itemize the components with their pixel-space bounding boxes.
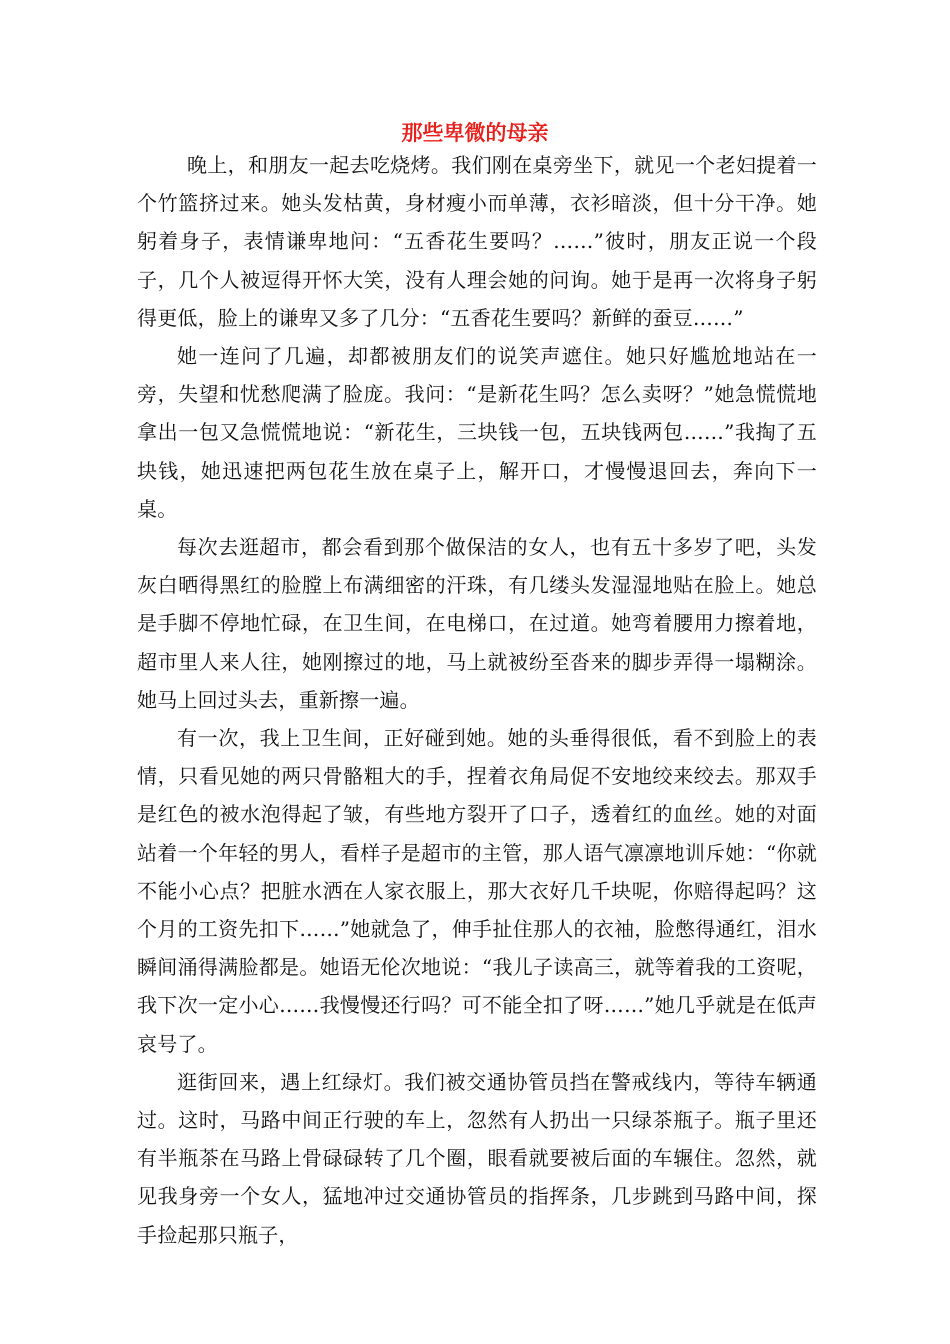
paragraph-5: 逛街回来，遇上红绿灯。我们被交通协管员挡在警戒线内，等待车辆通过。这时，马路中间正行驶的车上，忽然有人扔出一只绿茶瓶子。瓶子里还有半瓶茶在马路上骨碌碌转了几个圈，眼看就要被后面的车辗住。忽然，就见我身旁一个女人，猛地冲过交通协管员的指挥条，几步跳到马路中间，探手捡起那只瓶子， xyxy=(137,1069,817,1247)
paragraph-2: 她一连问了几遍，却都被朋友们的说笑声遮住。她只好尴尬地站在一旁，失望和忧愁爬满了脸庞。我问：“是新花生吗？怎么卖呀？”她急慌慌地拿出一包又急慌慌地说：“新花生，三块钱一包，五块钱两包……”我掏了五块钱，她迅速把两包花生放在桌子上，解开口，才慢慢退回去，奔向下一桌。 xyxy=(137,344,817,521)
paragraph-1: 晚上，和朋友一起去吃烧烤。我们刚在桌旁坐下，就见一个老妇提着一个竹篮挤过来。她头发枯黄，身材瘦小而单薄，衣衫暗淡，但十分干净。她躬着身子，表情谦卑地问：“五香花生要吗？……”彼时，朋友正说一个段子，几个人被逗得开怀大笑，没有人理会她的问询。她于是再一次将身子躬得更低，脸上的谦卑又多了几分：“五香花生要吗？新鲜的蚕豆……” xyxy=(137,153,817,330)
document-title: 那些卑微的母亲 xyxy=(401,121,549,145)
document-body xyxy=(137,146,817,1254)
paragraph-4: 有一次，我上卫生间，正好碰到她。她的头垂得很低，看不到脸上的表情，只看见她的两只骨骼粗大的手，捏着衣角局促不安地绞来绞去。那双手是红色的被水泡得起了皱，有些地方裂开了口子，透着红的血丝。她的对面站着一个年轻的男人，看样子是超市的主管，那人语气凛凛地训斥她：“你就不能小心点？把脏水洒在人家衣服上，那大衣好几千块呢，你赔得起吗？这个月的工资先扣下……”她就急了，伸手扯住那人的衣袖，脸憋得通红，泪水瞬间涌得满脸都是。她语无伦次地说：“我儿子读高三，就等着我的工资呢，我下次一定小心……我慢慢还行吗？可不能全扣了呀……”她几乎就是在低声哀号了。 xyxy=(137,726,817,1056)
paragraph-3: 每次去逛超市，都会看到那个做保洁的女人，也有五十多岁了吧，头发灰白晒得黑红的脸膛上布满细密的汗珠，有几缕头发湿湿地贴在脸上。她总是手脚不停地忙碌，在卫生间，在电梯口，在过道。她弯着腰用力擦着地，超市里人来人往，她刚擦过的地，马上就被纷至沓来的脚步弄得一塌糊涂。她马上回过头去，重新擦一遍。 xyxy=(137,535,817,712)
